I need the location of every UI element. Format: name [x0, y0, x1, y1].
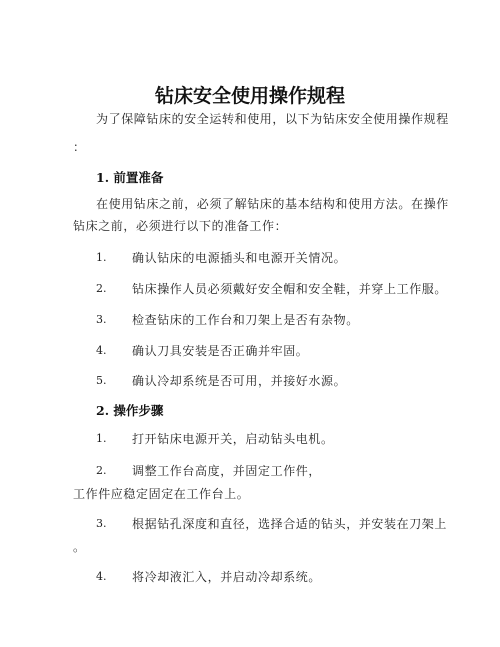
list-item-number: 3. [96, 313, 107, 326]
page-title: 钻床安全使用操作规程 [154, 85, 345, 107]
list-item-text: 调整工作台高度，并固定工作件， [132, 464, 322, 478]
list-item-text: 钻床操作人员必须戴好安全帽和安全鞋，并穿上工作服。 [132, 282, 448, 296]
list-item-number: 1. [96, 251, 107, 264]
list-item-continuation: 。 [73, 540, 86, 554]
list-item-text: 打开钻床电源开关，启动钻头电机。 [132, 432, 334, 446]
list-item-text: 检查钻床的工作台和刀架上是否有杂物。 [132, 313, 359, 327]
list-item-continuation: 工作件应稳定固定在工作台上。 [73, 487, 250, 501]
intro-line-1: 为了保障钻床的安全运转和使用，以下为钻床安全使用操作规程 [96, 112, 449, 126]
list-item-text: 确认冷却系统是否可用，并接好水源。 [132, 374, 347, 388]
list-item-number: 3. [96, 517, 107, 530]
list-item-number: 4. [96, 344, 107, 357]
section-1-paragraph-line-1: 在使用钻床之前，必须了解钻床的基本结构和使用方法。在操作 [96, 197, 449, 211]
list-item-number: 4. [96, 570, 107, 583]
section-2-heading: 2. 操作步骤 [96, 403, 164, 418]
section-1-paragraph-line-2: 钻床之前，必须进行以下的准备工作： [73, 219, 288, 233]
list-item-text: 将冷却液汇入，并启动冷却系统。 [132, 570, 322, 584]
list-item-text: 确认钻床的电源插头和电源开关情况。 [132, 251, 347, 265]
list-item-number: 2. [96, 464, 107, 477]
list-item-number: 1. [96, 432, 107, 445]
list-item-text: 确认刀具安装是否正确并牢固。 [132, 344, 309, 358]
section-1-heading: 1. 前置准备 [96, 170, 164, 185]
list-item-number: 5. [96, 374, 107, 387]
list-item-text: 根据钻孔深度和直径，选择合适的钻头，并安装在刀架上 [132, 517, 448, 531]
intro-line-2: ： [73, 140, 86, 154]
list-item-number: 2. [96, 282, 107, 295]
